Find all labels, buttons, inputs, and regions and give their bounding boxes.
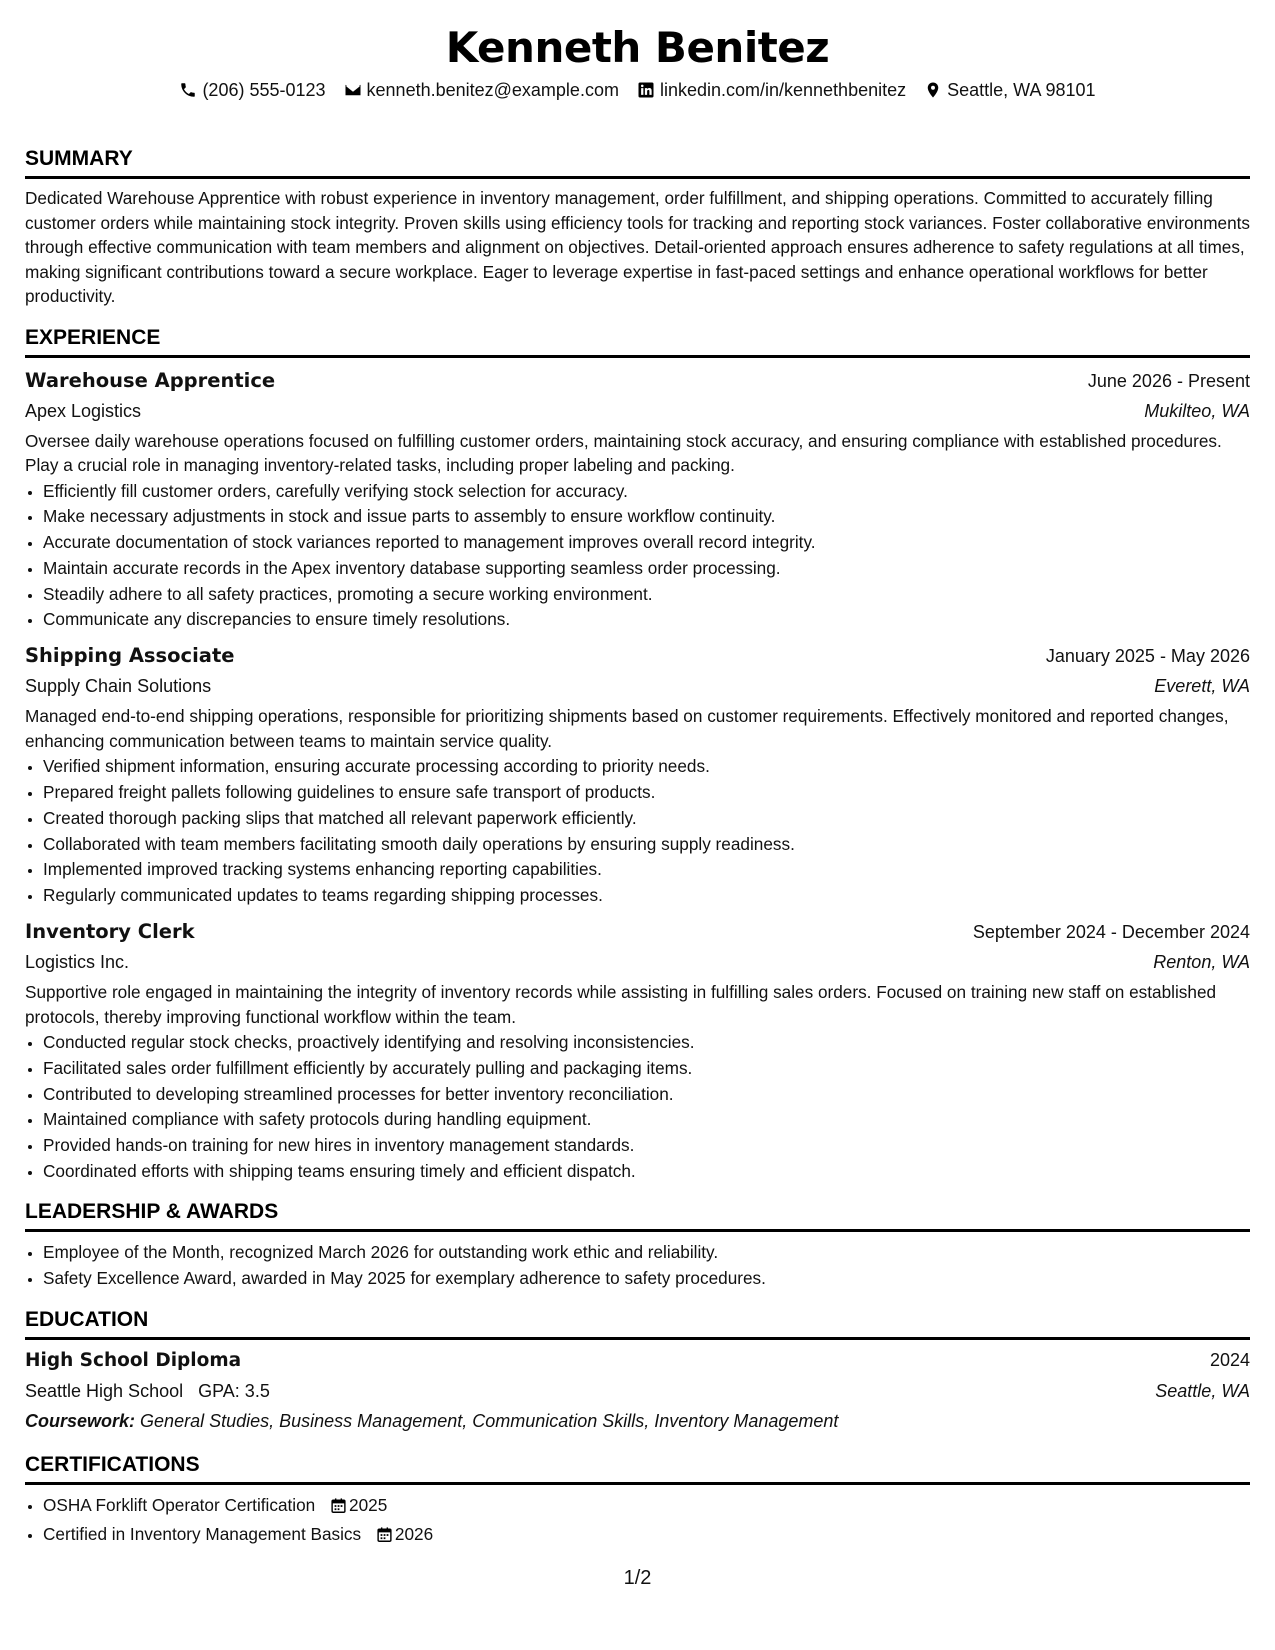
- contact-email[interactable]: [344, 78, 619, 102]
- job-description: Oversee daily warehouse operations focused on fulfilling customer orders, maintaining stock accuracy, and ensuring compliance with established procedures. Play a crucial role in managing inventory-related tasks, including proper labeling and packing.: [25, 430, 1222, 475]
- job-company: Supply Chain Solutions: [25, 676, 212, 697]
- job-entry: [25, 917, 1250, 1185]
- section-title-certifications: CERTIFICATIONS: [25, 1452, 1250, 1485]
- school-name: Seattle High School: [25, 1381, 184, 1402]
- section-title-experience: EXPERIENCE: [25, 325, 1250, 358]
- job-dates: June 2026 - Present: [1087, 370, 1250, 391]
- job-bullets: [25, 754, 1250, 909]
- summary-section: [25, 146, 1250, 309]
- list-item: • Conducted regular stock checks, proactively identifying and resolving inconsistencies.: [43, 1030, 1250, 1056]
- job-description: Supportive role engaged in maintaining the integrity of inventory records while assisting in fulfilling sales orders. Focused on training new staff on established protocols, thereby improving functional workflow within the team.: [25, 982, 1217, 1027]
- section-title-education: EDUCATION: [25, 1307, 1250, 1340]
- map-pin-icon: [924, 81, 942, 99]
- job-entry: [25, 366, 1250, 634]
- list-item: • Facilitated sales order fulfillment efficiently by accurately pulling and packaging items.: [43, 1056, 1250, 1082]
- awards-list: [25, 1240, 1250, 1292]
- list-item: • Coordinated efforts with shipping teams ensuring timely and efficient dispatch.: [43, 1159, 1250, 1185]
- list-item: • Employee of the Month, recognized March 2026 for outstanding work ethic and reliability.: [43, 1240, 1250, 1266]
- calendar-icon: [376, 1525, 393, 1551]
- job-location: Renton, WA: [1153, 952, 1250, 973]
- job-entry: [25, 641, 1250, 909]
- education-location: Seattle, WA: [1155, 1381, 1250, 1402]
- list-item: • Regularly communicated updates to teams regarding shipping processes.: [43, 883, 1250, 909]
- list-item: • Verified shipment information, ensuring accurate processing according to priority needs.: [43, 754, 1250, 780]
- job-location: Mukilteo, WA: [1144, 400, 1250, 421]
- job-bullets: [25, 1030, 1250, 1185]
- job-company: Logistics Inc.: [25, 952, 130, 973]
- list-item: • Safety Excellence Award, awarded in May 2025 for exemplary adherence to safety procedures.: [43, 1266, 1250, 1292]
- phone-icon: [179, 81, 197, 99]
- list-item: • Created thorough packing slips that matched all relevant paperwork efficiently.: [43, 806, 1250, 832]
- contact-linkedin[interactable]: [637, 78, 906, 102]
- job-bullets: [25, 479, 1250, 634]
- gpa: GPA: 3.5: [198, 1381, 270, 1402]
- list-item: • Efficiently fill customer orders, carefully verifying stock selection for accuracy.: [43, 479, 1250, 505]
- candidate-name: Kenneth Benitez: [445, 23, 830, 72]
- list-item: • Make necessary adjustments in stock and issue parts to assembly to ensure workflow continuity.: [43, 504, 1250, 530]
- list-item: • Collaborated with team members facilitating smooth daily operations by ensuring supply readiness.: [43, 832, 1250, 858]
- job-dates: September 2024 - December 2024: [972, 922, 1250, 943]
- linkedin-icon: [637, 81, 655, 99]
- job-location: Everett, WA: [1154, 676, 1250, 697]
- contact-bar: [25, 78, 1250, 102]
- coursework-label: Coursework:: [25, 1411, 136, 1432]
- contact-phone: [179, 78, 325, 102]
- location-text: Seattle, WA 98101: [947, 80, 1096, 100]
- page-number: 1/2: [623, 1567, 652, 1589]
- job-title: Inventory Clerk: [25, 920, 195, 944]
- education-year: 2024: [1209, 1350, 1250, 1371]
- resume-page: [25, 0, 1250, 1551]
- job-dates: January 2025 - May 2026: [1045, 646, 1250, 667]
- list-item: • Prepared freight pallets following guidelines to ensure safe transport of products.: [43, 780, 1250, 806]
- certifications-section: [25, 1452, 1250, 1551]
- list-item: • Accurate documentation of stock variances reported to management improves overall record integrity.: [43, 530, 1250, 556]
- leadership-section: [25, 1199, 1250, 1292]
- coursework: [25, 1406, 1250, 1436]
- certification-name: Certified in Inventory Management Basics: [43, 1524, 362, 1545]
- contact-location: [924, 78, 1095, 102]
- list-item: [43, 1493, 1250, 1522]
- list-item: • Maintain accurate records in the Apex inventory database supporting seamless order processing.: [43, 556, 1250, 582]
- experience-section: [25, 325, 1250, 1185]
- job-title: Shipping Associate: [25, 644, 235, 668]
- list-item: [43, 1522, 1250, 1551]
- calendar-icon: [330, 1496, 347, 1522]
- coursework-list: General Studies, Business Management, Communication Skills, Inventory Management: [140, 1411, 839, 1432]
- phone-text: (206) 555-0123: [202, 80, 326, 100]
- list-item: • Contributed to developing streamlined processes for better inventory reconciliation.: [43, 1082, 1250, 1108]
- degree: High School Diploma: [25, 1350, 242, 1372]
- envelope-icon: [344, 81, 362, 99]
- section-title-leadership: LEADERSHIP & AWARDS: [25, 1199, 1250, 1232]
- linkedin-link[interactable]: linkedin.com/in/kennethbenitez: [659, 80, 907, 100]
- section-title-summary: SUMMARY: [25, 146, 1250, 179]
- education-section: [25, 1307, 1250, 1436]
- certification-name: OSHA Forklift Operator Certification: [43, 1495, 316, 1516]
- job-title: Warehouse Apprentice: [25, 368, 276, 392]
- job-description: Managed end-to-end shipping operations, responsible for prioritizing shipments based on customer requirements. Effectively monitored and reported changes, enhancing communication between teams to maintain service quality.: [25, 706, 1229, 751]
- list-item: • Communicate any discrepancies to ensure timely resolutions.: [43, 607, 1250, 633]
- list-item: • Maintained compliance with safety protocols during handling equipment.: [43, 1107, 1250, 1133]
- certifications-list: [25, 1493, 1250, 1551]
- certification-year: 2026: [394, 1524, 434, 1545]
- job-company: Apex Logistics: [25, 400, 142, 421]
- summary-text: Dedicated Warehouse Apprentice with robust experience in inventory management, order fulfillment, and shipping operations. Committed to accurately filling customer orders while maintaining stock integrity. Proven skills using efficiency tools for tracking and reporting stock variances. Foster collaborative environments through effective communication with team members and alignment on objectives. Detail-oriented approach ensures adherence to safety regulations at all times, making significant contributions toward a secure workplace. Eager to leverage expertise in fast-paced settings and enhance operational workflows for better productivity.: [25, 188, 1250, 306]
- list-item: • Implemented improved tracking systems enhancing reporting capabilities.: [43, 857, 1250, 883]
- list-item: • Steadily adhere to all safety practices, promoting a secure working environment.: [43, 582, 1250, 608]
- list-item: • Provided hands-on training for new hires in inventory management standards.: [43, 1133, 1250, 1159]
- email-link[interactable]: kenneth.benitez@example.com: [366, 80, 619, 100]
- school-line: [25, 1376, 270, 1406]
- certification-year: 2025: [349, 1495, 388, 1516]
